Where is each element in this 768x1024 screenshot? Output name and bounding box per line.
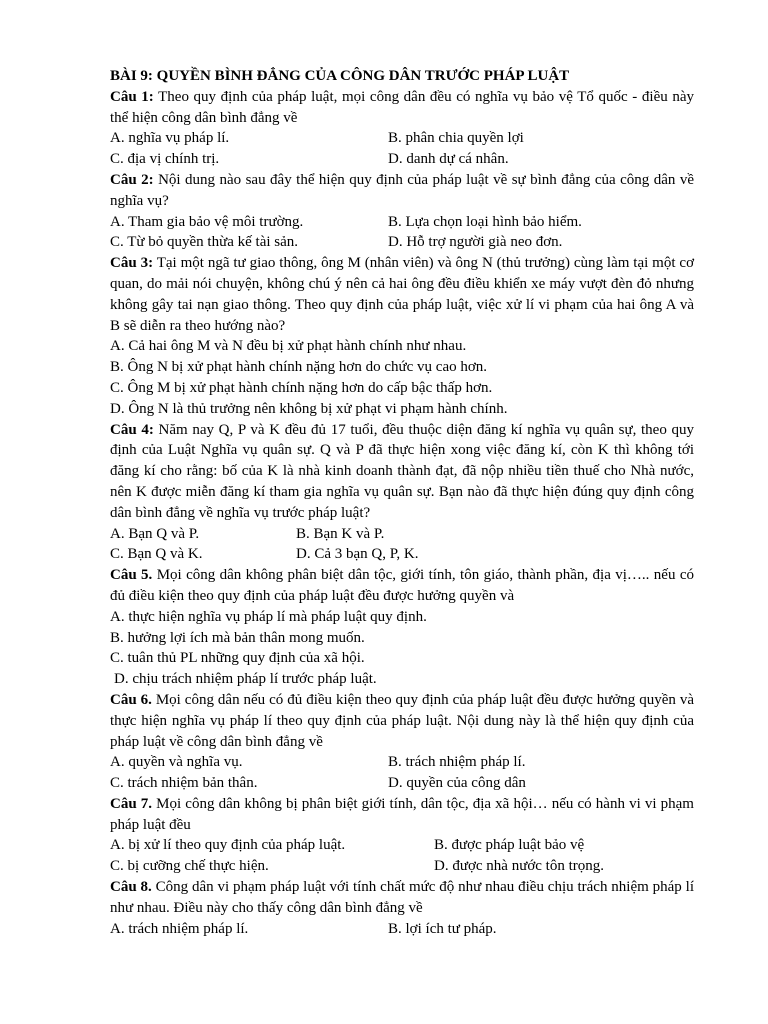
option-a: A. Bạn Q và P. [110,525,200,542]
options-row [110,919,694,940]
question-text: Mọi công dân không bị phân biệt giới tính, dân tộc, địa xã hội… nếu có hành vi vi phạm pháp luật đều [110,795,694,833]
question-text: Mọi công dân nếu có đủ điều kiện theo quy định của pháp luật đều được hưởng quyền và thực hiện nghĩa vụ pháp lí theo quy định của pháp luật. Nội dung này là thể hiện quy định của pháp luật về công dân bình đẳng về [110,691,694,750]
question-3 [110,253,694,336]
option-d: D. Ông N là thủ trưởng nên không bị xử phạt vi phạm hành chính. [110,400,508,417]
question-1 [110,87,694,129]
option-b: B. được pháp luật bảo vệ [434,837,585,854]
question-text: Năm nay Q, P và K đều đủ 17 tuổi, đều thuộc diện đăng kí nghĩa vụ quân sự, theo quy định của Luật Nghĩa vụ quân sự. Q và P đã thực hiện xong việc đăng kí, còn K thì không tới đăng kí cho rằng: bố của K là nhà kinh doanh thành đạt, đã nộp nhiều tiền thuế cho Nhà nước, nên K được miễn đăng kí tham gia nghĩa vụ quân sự. Bạn nào đã thực hiện đúng quy định công dân bình đẳng về nghĩa vụ trước pháp luật? [110,421,694,521]
document-page [110,66,694,939]
option-d: D. Cả 3 bạn Q, P, K. [296,546,419,563]
option-d: D. chịu trách nhiệm pháp lí trước pháp luật. [114,671,377,688]
question-label: Câu 1: [110,88,154,105]
page-title: BÀI 9: QUYỀN BÌNH ĐẲNG CỦA CÔNG DÂN TRƯỚC PHÁP LUẬT [110,68,570,84]
question-2 [110,170,694,212]
question-label: Câu 3: [110,255,154,272]
options-row [110,773,694,794]
option-a: A. bị xử lí theo quy định của pháp luật. [110,837,346,854]
option-a: A. nghĩa vụ pháp lí. [110,130,230,147]
question-text: Theo quy định của pháp luật, mọi công dân đều có nghĩa vụ bảo vệ Tổ quốc - điều này thể hiện công dân bình đẳng về [110,88,694,126]
question-label: Câu 2: [110,171,154,188]
question-text: Nội dung nào sau đây thể hiện quy định của pháp luật về sự bình đẳng của công dân về nghĩa vụ? [110,171,694,209]
option-b: B. lợi ích tư pháp. [388,920,497,937]
options-row [110,232,694,253]
question-4 [110,420,694,524]
options-row [110,544,694,565]
question-6 [110,690,694,752]
option-b: B. Lựa chọn loại hình bảo hiểm. [388,213,582,230]
question-text: Mọi công dân không phân biệt dân tộc, giới tính, tôn giáo, thành phần, địa vị….. nếu có đủ điều kiện theo quy định của pháp luật đều được hưởng quyền và [110,567,694,604]
option-c: C. địa vị chính trị. [110,151,220,168]
options-row [110,835,694,856]
option-d: D. danh dự cá nhân. [388,151,509,168]
question-label: Câu 6. [110,691,152,708]
option-d: D. quyền của công dân [388,775,526,792]
question-label: Câu 8. [110,879,152,896]
option-c: C. trách nhiệm bản thân. [110,775,258,792]
question-text: Tại một ngã tư giao thông, ông M (nhân viên) và ông N (thủ trưởng) cùng làm tại một cơ quan, do mải nói chuyện, không chú ý nên cả hai ông đều điều khiển xe máy vượt đèn đỏ nhưng không gây tai nạn giao thông. Theo quy định của pháp luật, việc xử lí vi phạm của hai ông A và B sẽ diễn ra theo hướng nào? [110,255,694,334]
option-a: A. quyền và nghĩa vụ. [110,754,243,771]
option-b: B. trách nhiệm pháp lí. [388,754,526,771]
question-8 [110,877,694,919]
option-b: B. Bạn K và P. [296,525,385,542]
options-row [110,149,694,170]
option-a: A. Cả hai ông M và N đều bị xử phạt hành chính như nhau. [110,338,467,355]
option-a: A. thực hiện nghĩa vụ pháp lí mà pháp luật quy định. [110,608,427,625]
option-c: C. Ông M bị xử phạt hành chính nặng hơn do cấp bậc thấp hơn. [110,379,493,396]
options-row [110,212,694,233]
question-label: Câu 5. [110,567,153,584]
options-row [110,856,694,877]
option-a: A. Tham gia bảo vệ môi trường. [110,213,304,230]
option-b: B. phân chia quyền lợi [388,130,524,147]
question-7 [110,794,694,836]
options-row [110,752,694,773]
option-c: C. Từ bỏ quyền thừa kế tài sản. [110,234,299,251]
option-d: D. Hỗ trợ người già neo đơn. [388,234,563,251]
option-b: B. Ông N bị xử phạt hành chính nặng hơn do chức vụ cao hơn. [110,359,488,376]
option-c: C. tuân thủ PL những quy định của xã hội. [110,650,365,667]
option-b: B. hưởng lợi ích mà bản thân mong muốn. [110,629,365,646]
question-5 [110,565,694,607]
question-label: Câu 4: [110,421,154,438]
question-label: Câu 7. [110,795,153,812]
options-row [110,128,694,149]
options-row [110,524,694,545]
option-a: A. trách nhiệm pháp lí. [110,920,249,937]
option-d: D. được nhà nước tôn trọng. [434,858,605,875]
option-c: C. bị cưỡng chế thực hiện. [110,858,269,875]
question-text: Công dân vi phạm pháp luật với tính chất mức độ như nhau điều chịu trách nhiệm pháp lí như nhau. Điều này cho thấy công dân bình đẳng về [110,879,694,916]
option-c: C. Bạn Q và K. [110,546,203,563]
